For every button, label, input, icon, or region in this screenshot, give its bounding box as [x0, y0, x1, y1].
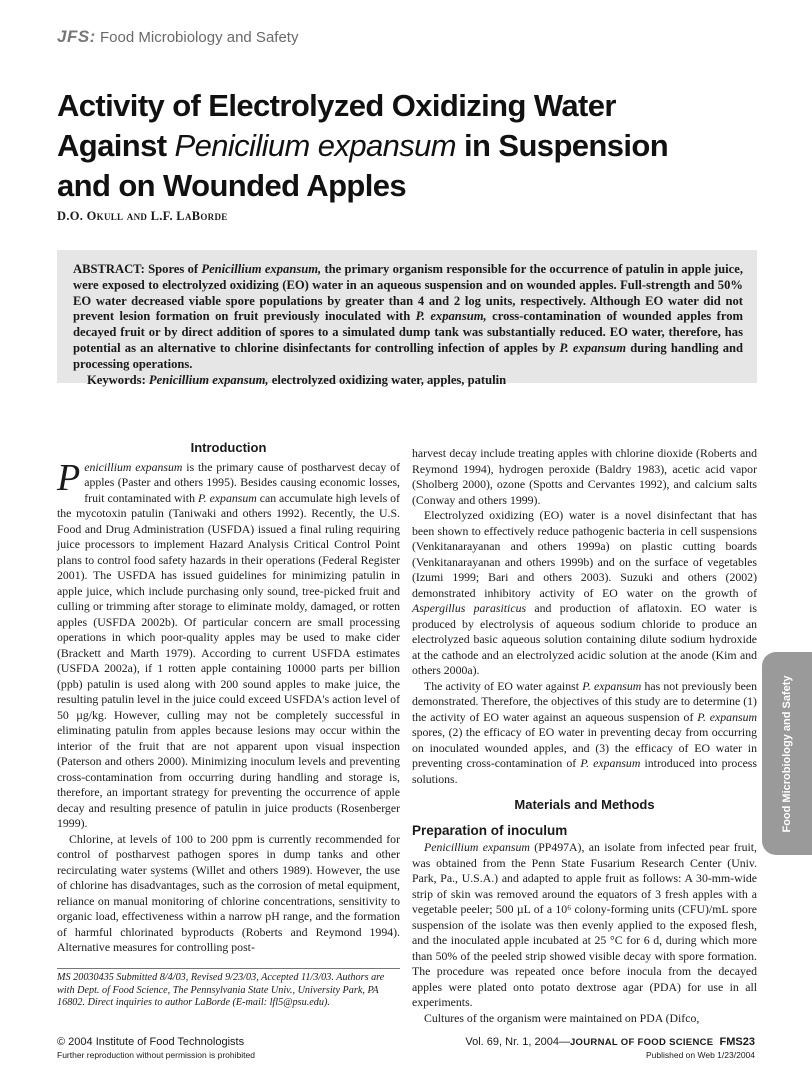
subsection-heading: Preparation of inoculum	[412, 822, 568, 838]
left-column	[57, 440, 400, 956]
section-side-tab	[762, 652, 812, 855]
side-tab-label: Food Microbiology and Safety	[781, 674, 793, 833]
intro-heading: Introduction	[190, 440, 267, 455]
volume-info: Vol. 69, Nr. 1, 2004—JOURNAL OF FOOD SCIENCE FMS23	[465, 1036, 755, 1048]
intro-paragraph-1: Penicillium expansum is the primary cause of postharvest decay of apples (Paster and others 1995). Besides causing economic losses, fruit contaminated with P. expansum can accumulate high levels of the mycotoxin patulin (Taniwaki and others 1992). Recently, the U.S. Food and Drug Administration (USFDA) issued a final ruling requiring juice processors to implement Hazard Analysis Critical Control Point plans to control food safety hazards in their operations (Federal Register 2001). The USFDA has issued guidelines for minimizing patulin in apple juice, which include purchasing only sound, tree-picked fruit and culling or trimming after storage to eliminate moldy, damaged, or rotten apples (USFDA 2002b). Of particular concern are small processing operations in which poor-quality apples may be used to make cider (Brackett and Marth 1979). According to current USFDA estimates (USFDA 2002a), if 1 rotten apple containing 10000 parts per billion (ppb) patulin is used along with 200 sound apples to make juice, the resulting patulin level in the juice could exceed USFDA's action level of 50 µg/kg. However, culling may not be completely successful in eliminating patulin from apples because lesions may occur within the interior of the fruit that are not apparent upon visual inspection (Paterson and others 2000). Minimizing inoculum levels and preventing cross-contamination from occurring during handling and storage is, therefore, an important strategy for preventing the occurrence of apple decay and resulting presence of patulin in juice products (Rosenberger 1999).	[57, 456, 400, 830]
reproduction-notice: Further reproduction without permission is prohibited	[57, 1050, 255, 1060]
intro-paragraph-2: Chlorine, at levels of 100 to 200 ppm is currently recommended for control of postharvest pathogen spores in dump tanks and other recirculating water systems (Willet and others 1989). However, the use of chlorine has disadvantages, such as the corrosion of metal equipment, reliance on manual monitoring of chlorine concentrations, sensitivity to organic load, effectiveness within a narrow pH range, and the formation of harmful chlorinated byproducts (Roberts and Reymond 1994). Alternative measures for controlling post-	[57, 831, 400, 954]
methods-heading: Materials and Methods	[514, 797, 655, 812]
right-paragraph-1: harvest decay include treating apples with chlorine dioxide (Roberts and Reymond 1994), hydrogen peroxide (Baldry 1983), acetic acid vapor (Sholberg 2000), ozone (Spotts and Cervantes 1992), and calcium salts (Conway and others 1999).	[412, 446, 757, 507]
abstract-text: ABSTRACT: Spores of Penicillium expansum, the primary organism responsible for the occurrence of patulin in apple juice, were exposed to electrolyzed oxidizing (EO) water in an aqueous suspension and on wounded apples. Full-strength and 50% EO water decreased viable spore populations by greater than 4 and 2 log units, respectively. Although EO water did not prevent lesion formation on fruit previously inoculated with P. expansum, cross-contamination of wounded apples from decayed fruit or by direct addition of spores to a simulated dump tank was substantially reduced. EO water, therefore, has potential as an alternative to chlorine disinfectants for controlling infection of apples by P. expansum during handling and processing operations.	[73, 262, 744, 371]
right-column	[412, 446, 757, 1026]
abstract-box	[57, 250, 757, 387]
footnote: MS 20030435 Submitted 8/4/03, Revised 9/23/03, Accepted 11/3/03. Authors are with Dept. of Food Science, The Pennsylvania State Univ., University Park, PA 16802. Direct inquiries to author LaBorde (E-mail: lfl5@psu.edu).	[57, 972, 385, 1009]
journal-abbrev: JFS:	[57, 27, 96, 46]
right-paragraph-3: The activity of EO water against P. expansum has not previously been demonstrated. Therefore, the objectives of this study are to determine (1) the activity of EO water against an aqueous suspension of P. expansum spores, (2) the efficacy of EO water in preventing decay from occurring on inoculated wounded apples, and (3) the efficacy of EO water in preventing cross-contamination of P. expansum introduced into process solutions.	[412, 678, 757, 786]
published-date: Published on Web 1/23/2004	[645, 1050, 755, 1060]
footnote-divider	[57, 968, 400, 969]
drop-cap: P	[57, 456, 81, 499]
running-header	[57, 27, 298, 47]
page-number: FMS23	[719, 1036, 755, 1048]
copyright: © 2004 Institute of Food Technologists	[57, 1036, 245, 1048]
right-paragraph-4: Penicillium expansum (PP497A), an isolate from infected pear fruit, was obtained from the Penn State Fusarium Research Center (Univ. Park, Pa., U.S.A.) and adapted to apple fruit as follows: A 30-mm-wide strip of skin was removed around the equators of 3 fresh apples with a vegetable peeler; 500 µL of a 10⁶ colony-forming units (CFU)/mL spore suspension of the isolate was then evenly applied to the exposed flesh, and the inoculated apple incubated at 25 °C for 6 d, during which more than 50% of the peeled strip showed visible decay with spore formation. The procedure was repeated once before inocula from the decayed apples were plated onto potato dextrose agar (PDA) for use in all experiments.	[412, 840, 757, 1009]
right-paragraph-5: Cultures of the organism were maintained on PDA (Difco,	[424, 1010, 700, 1025]
keywords: Keywords: Penicillium expansum, electrolyzed oxidizing water, apples, patulin	[87, 372, 507, 387]
article-title: Activity of Electrolyzed Oxidizing Water Against Penicilium expansum in Suspension and on Wounded Apples	[57, 88, 669, 203]
right-paragraph-2: Electrolyzed oxidizing (EO) water is a novel disinfectant that has been shown to effectively reduce pathogenic bacteria in cell suspensions (Venkitanarayanan and others 1999a) on plastic cutting boards (Venkitanarayanan and others 1999b) and on the surface of vegetables (Izumi 1999; Bari and others 2003). Suzuki and others (2002) demonstrated inhibitory activity of EO water on the growth of Aspergillus parasiticus and production of aflatoxin. EO water is produced by electrolysis of aqueous sodium chloride to produce an electrolyzed basic aqueous solution containing dilute sodium hydroxide at the cathode and an electrolyzed acidic solution at the anode (Kim and others 2000a).	[412, 508, 757, 677]
section-name: Food Microbiology and Safety	[100, 29, 299, 46]
author-line: D.O. Okull and L.F. LaBorde	[57, 209, 228, 223]
